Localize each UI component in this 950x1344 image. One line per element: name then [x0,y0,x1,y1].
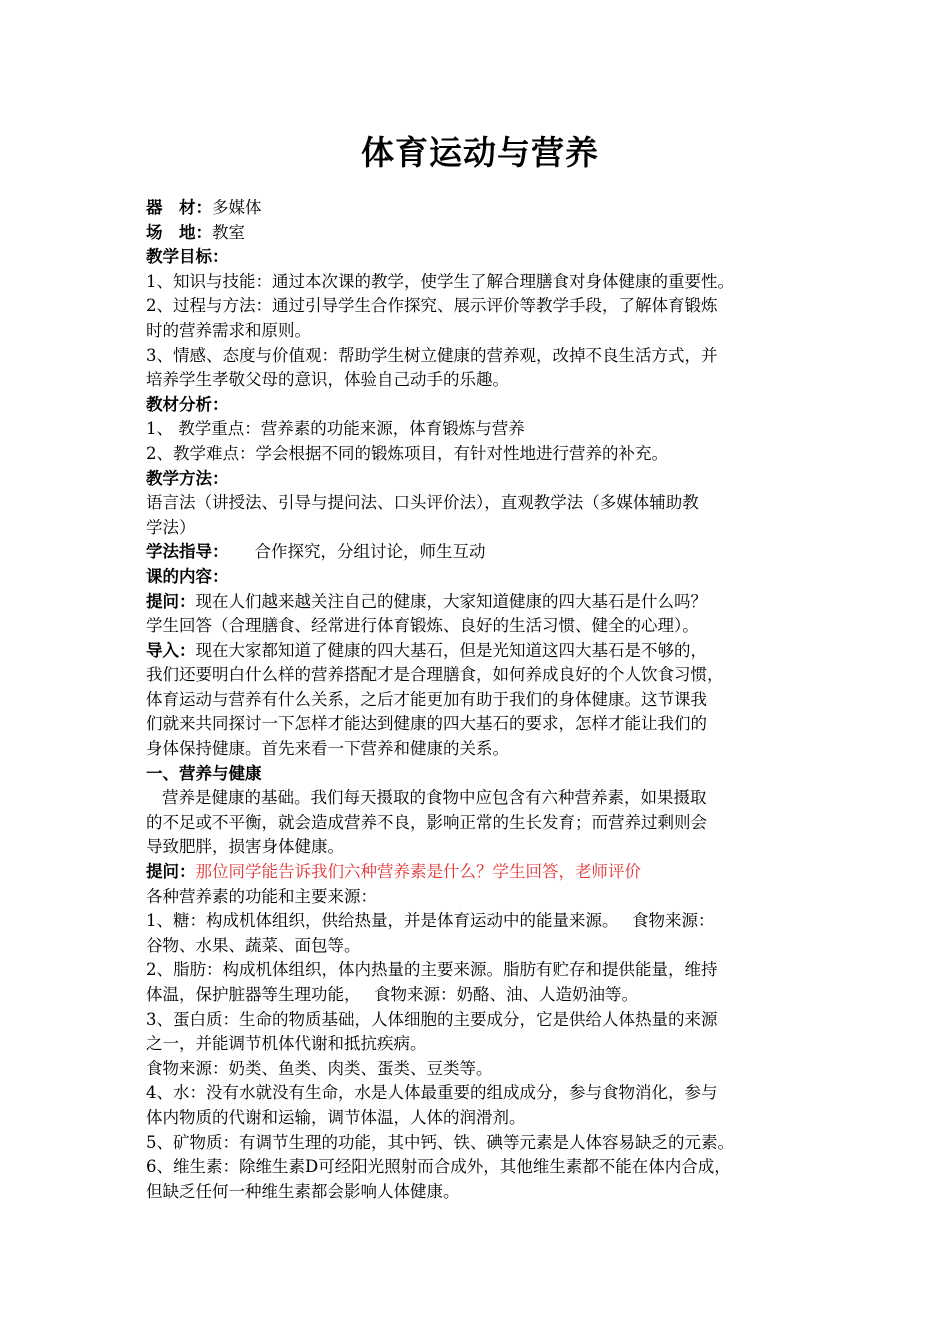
text-line [146,221,814,246]
text-line [146,319,814,344]
document-page [146,128,814,1204]
text-line [146,860,814,885]
paragraph-text: 1、知识与技能：通过本次课的教学，使学生了解合理膳食对身体健康的重要性。 [146,271,734,291]
paragraph-text: 身体保持健康。首先来看一下营养和健康的关系。 [146,739,509,759]
paragraph-text: 体育运动与营养有什么关系，之后才能更加有助于我们的身体健康。这节课我 [146,689,707,709]
section-heading [146,245,814,270]
paragraph-text: 学法） [146,517,196,537]
field-label: 提问： [146,591,196,611]
paragraph-text: 的不足或不平衡，就会造成营养不良，影响正常的生长发育；而营养过剩则会 [146,812,707,832]
text-line [146,417,814,442]
section-heading [146,565,814,590]
field-value: 合作探究，分组讨论，师生互动 [254,542,486,562]
paragraph-text: 6、维生素：除维生素D可经阳光照射而合成外，其他维生素都不能在体内合成， [146,1157,731,1177]
text-line [146,1131,814,1156]
field-value: 现在人们越来越关注自己的健康，大家知道健康的四大基石是什么吗？ [195,591,707,611]
text-line [146,1155,814,1180]
paragraph-text: 4、水：没有水就没有生命，水是人体最重要的组成成分，参与食物消化，参与 [146,1083,718,1103]
paragraph-text: 3、蛋白质：生命的物质基础，人体细胞的主要成分，它是供给人体热量的来源 [146,1009,718,1029]
text-line [146,835,814,860]
text-line [146,1032,814,1057]
paragraph-text: 学生回答（合理膳食、经常进行体育锻炼、良好的生活习惯、健全的心理）。 [146,616,699,636]
text-line [146,1057,814,1082]
section-heading-text: 教学目标： [146,247,229,267]
section-heading [146,762,814,787]
paragraph-text: 1、 教学重点：营养素的功能来源，体育锻炼与营养 [146,419,525,439]
text-line [146,688,814,713]
paragraph-text: 们就来共同探讨一下怎样才能达到健康的四大基石的要求，怎样才能让我们的 [146,714,707,734]
text-line [146,712,814,737]
section-heading [146,393,814,418]
paragraph-text: 我们还要明白什么样的营养搭配才是合理膳食，如何养成良好的个人饮食习惯， [146,665,724,685]
text-line [146,491,814,516]
field-value: 那位同学能告诉我们六种营养素是什么？学生回答，老师评价 [195,862,641,882]
section-heading-text: 一、营养与健康 [146,763,262,783]
paragraph-text: 1、糖：构成机体组织，供给热量，并是体育运动中的能量来源。 食物来源： [146,911,715,931]
field-value: 教室 [212,222,245,242]
section-heading-text: 教材分析： [146,394,229,414]
text-line [146,590,814,615]
paragraph-text: 但缺乏任何一种维生素都会影响人体健康。 [146,1181,460,1201]
paragraph-text: 之一，并能调节机体代谢和抵抗疾病。 [146,1034,427,1054]
paragraph-text: 导致肥胖，损害身体健康。 [146,837,344,857]
text-line [146,442,814,467]
text-line [146,270,814,295]
text-line [146,1008,814,1033]
text-line [146,196,814,221]
section-heading-text: 课的内容： [146,566,229,586]
section-heading [146,467,814,492]
paragraph-text: 体温，保护脏器等生理功能， 食物来源：奶酪、油、人造奶油等。 [146,985,638,1004]
paragraph-text: 2、过程与方法：通过引导学生合作探究、展示评价等教学手段，了解体育锻炼 [146,296,718,316]
text-line [146,811,814,836]
paragraph-text: 食物来源：奶类、鱼类、肉类、蛋类、豆类等。 [146,1058,493,1078]
text-line [146,516,814,541]
field-label: 导入： [146,640,196,660]
field-label: 提问： [146,862,196,882]
paragraph-text: 体内物质的代谢和运输，调节体温，人体的润滑剂。 [146,1107,526,1127]
paragraph-text: 2、脂肪：构成机体组织，体内热量的主要来源。脂肪有贮存和提供能量，维持 [146,960,718,980]
paragraph-text: 营养是健康的基础。我们每天摄取的食物中应包含有六种营养素，如果摄取 [162,788,707,808]
paragraph-text: 3、情感、态度与价值观：帮助学生树立健康的营养观，改掉不良生活方式，并 [146,345,718,365]
paragraph-text: 5、矿物质：有调节生理的功能，其中钙、铁、碘等元素是人体容易缺乏的元素。 [146,1132,734,1152]
field-label: 场 地： [146,222,212,242]
paragraph-text: 时的营养需求和原则。 [146,320,311,340]
text-line [146,294,814,319]
text-line [146,786,814,811]
paragraph-text: 谷物、水果、蔬菜、面包等。 [146,935,361,955]
paragraph-text: 各种营养素的功能和主要来源： [146,886,377,906]
paragraph-text: 培养学生孝敬父母的意识，体验自己动手的乐趣。 [146,370,509,390]
text-line [146,639,814,664]
paragraph-text: 语言法（讲授法、引导与提问法、口头评价法），直观教学法（多媒体辅助教 [146,493,699,513]
text-line [146,909,814,934]
field-label: 器 材： [146,198,212,217]
paragraph-text: 2、教学难点：学会根据不同的锻炼项目，有针对性地进行营养的补充。 [146,443,668,463]
text-line [146,934,814,959]
text-line [146,344,814,369]
field-value: 现在大家都知道了健康的四大基石，但是光知道这四大基石是不够的， [195,640,707,660]
text-line [146,1180,814,1205]
field-value: 多媒体 [212,198,262,217]
document-title: 体育运动与营养 [361,133,599,172]
text-line [146,540,814,565]
text-line [146,983,814,1008]
text-line [146,885,814,910]
section-heading-text: 教学方法： [146,468,229,488]
text-line [146,663,814,688]
text-line [146,737,814,762]
text-line [146,958,814,983]
text-line [146,1081,814,1106]
text-line [146,368,814,393]
text-line [146,1106,814,1131]
document-body [146,196,814,1204]
field-label: 学法指导： [146,542,229,562]
text-line [146,614,814,639]
